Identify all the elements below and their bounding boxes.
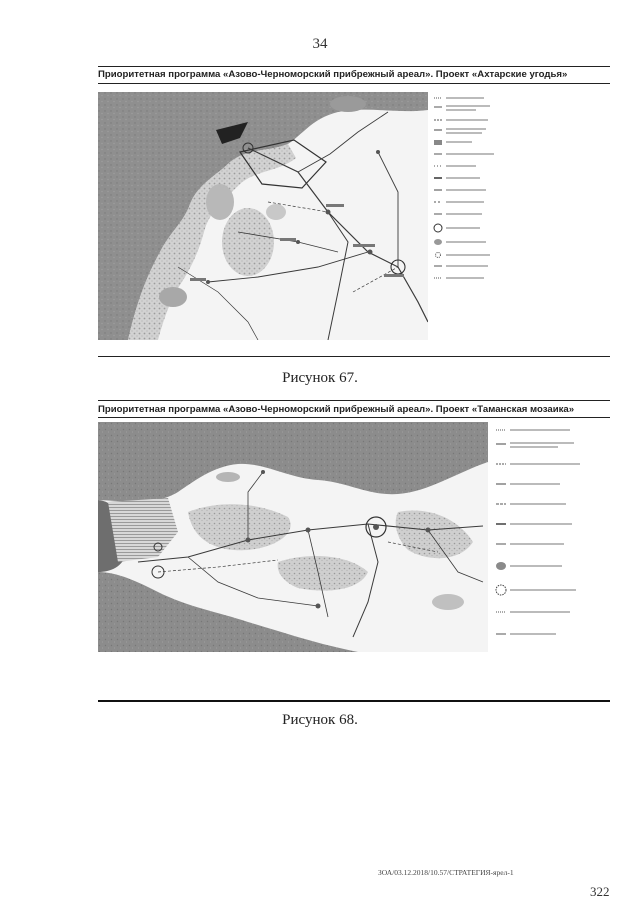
legend-text	[510, 442, 574, 444]
settlement-label-mark	[280, 238, 296, 241]
settlement-marker	[376, 150, 380, 154]
footer-page-number: 322	[590, 884, 610, 899]
akhtar-map-svg	[98, 92, 428, 340]
figure-68-bottom-rule	[98, 700, 610, 702]
legend-text	[446, 254, 490, 256]
legend-text	[510, 523, 572, 525]
figure-68-top-rule	[98, 400, 610, 401]
figure-67-title-rule	[98, 83, 610, 84]
legend-text	[510, 611, 570, 613]
settlement-label-mark	[190, 278, 206, 281]
legend-symbol	[496, 562, 506, 570]
legend-text	[446, 109, 476, 111]
legend-text	[446, 265, 488, 267]
legend-text	[446, 241, 486, 243]
legend-symbol	[434, 140, 442, 145]
figure-67-title: Приоритетная программа «Азово-Черноморский прибрежный ареал». Проект «Ахтарские угодья»	[98, 69, 568, 80]
legend-text	[446, 201, 484, 203]
legend-text	[510, 463, 580, 465]
legend-text	[446, 227, 480, 229]
legend-symbol	[434, 239, 442, 245]
legend-text	[446, 128, 486, 130]
legend-symbol	[436, 253, 441, 258]
settlement-label-mark	[384, 274, 404, 277]
legend-text	[446, 153, 494, 155]
settlement-marker	[306, 528, 311, 533]
lagoon-4	[330, 96, 366, 112]
lagoon-2	[432, 594, 464, 610]
footer-stamp: ЗОА/03.12.2018/10.57/СТРАТЕГИЯ-ярел-1	[378, 868, 514, 877]
legend-text	[446, 213, 482, 215]
settlement-marker	[426, 528, 431, 533]
legend-text	[446, 165, 476, 167]
figure-68-legend	[494, 424, 604, 650]
legend-text	[446, 97, 484, 99]
legend-text	[510, 565, 562, 567]
legend-text	[446, 189, 486, 191]
figure-68-title-rule	[98, 417, 610, 418]
lagoon-2	[206, 184, 234, 220]
legend-text	[510, 633, 556, 635]
settlement-label-mark	[353, 244, 375, 247]
figure-67-legend	[432, 94, 512, 284]
settlement-marker	[316, 604, 321, 609]
figure-68-caption: Рисунок 68.	[282, 712, 358, 728]
legend-text	[446, 105, 490, 107]
lagoon-1	[222, 208, 274, 276]
settlement-marker	[368, 250, 373, 255]
legend-text	[446, 132, 482, 134]
figure-67-caption: Рисунок 67.	[282, 370, 358, 386]
figure-68-map	[98, 422, 488, 652]
legend-symbol	[496, 585, 506, 595]
figure-67-bottom-rule	[98, 356, 610, 357]
settlement-marker	[206, 280, 210, 284]
settlement-marker	[246, 538, 251, 543]
legend-text	[510, 503, 566, 505]
legend-text	[446, 177, 480, 179]
legend-text	[510, 429, 570, 431]
settlement-label-mark	[326, 204, 344, 207]
figure-68-title: Приоритетная программа «Азово-Черноморский прибрежный ареал». Проект «Таманская мозаика»	[98, 404, 575, 415]
lagoon-1	[216, 472, 240, 482]
lagoon-3	[266, 204, 286, 220]
settlement-marker	[261, 470, 265, 474]
figure-68-legend-svg	[494, 424, 604, 650]
figure-67-map	[98, 92, 428, 340]
legend-symbol	[434, 224, 442, 232]
figure-67-legend-svg	[432, 94, 512, 284]
legend-text	[446, 141, 472, 143]
settlement-marker	[296, 240, 300, 244]
legend-text	[446, 119, 488, 121]
settlement-marker	[373, 524, 379, 530]
taman-map-svg	[98, 422, 488, 652]
figure-67-top-rule	[98, 66, 610, 67]
page-number: 34	[312, 36, 328, 52]
legend-text	[510, 483, 560, 485]
legend-text	[510, 543, 564, 545]
legend-text	[446, 277, 484, 279]
settlement-marker	[326, 210, 331, 215]
legend-text	[510, 589, 576, 591]
lagoon-5	[159, 287, 187, 307]
legend-text	[510, 446, 558, 448]
